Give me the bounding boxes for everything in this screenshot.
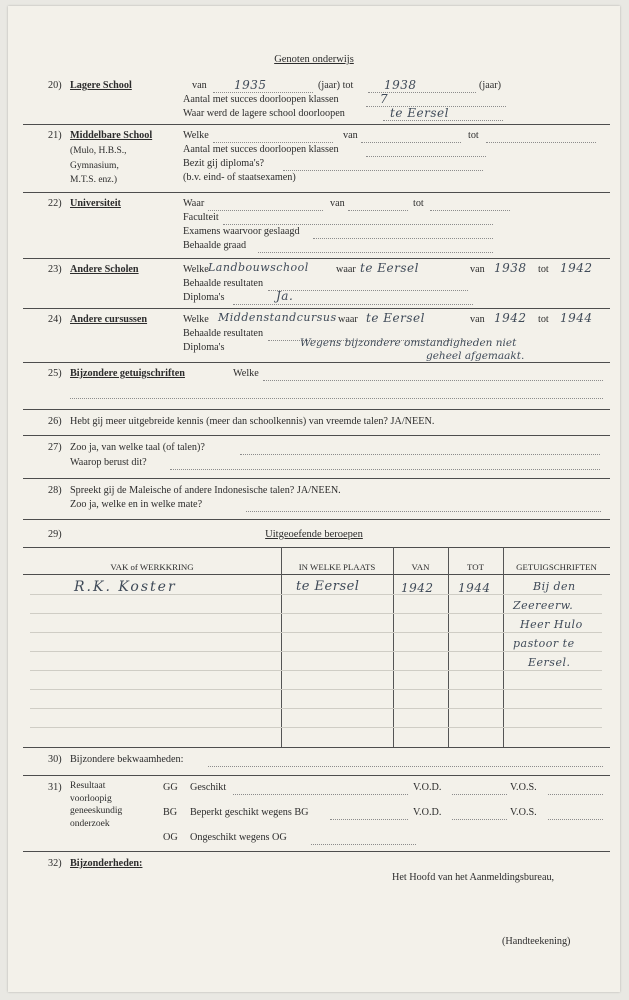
vod-label: V.O.D. — [413, 782, 442, 793]
field-label: Welke — [183, 130, 209, 141]
table-cell-plaats: te Eersel — [296, 579, 360, 594]
field-label: Bezit gij diploma's? — [183, 158, 265, 169]
code-og: OG — [163, 832, 178, 843]
table-cell-getuig: pastoor te — [513, 637, 575, 650]
field-label: Aantal met succes doorloopen klassen — [183, 94, 339, 105]
handwritten-value: Middenstandcursus — [218, 311, 337, 324]
section-number: 28) — [48, 485, 62, 496]
table-cell-getuig: Bij den — [533, 580, 576, 593]
field-label: van — [470, 314, 485, 325]
section-number: 27) — [48, 442, 62, 453]
handwritten-value: Wegens bijzondere omstandigheden niet — [300, 337, 517, 349]
table-header: GETUIGSCHRIFTEN — [516, 562, 597, 572]
field-label: (jaar) tot — [318, 80, 354, 91]
section-number: 29) — [48, 529, 62, 540]
table-cell-tot: 1944 — [458, 581, 491, 595]
vos-label: V.O.S. — [510, 807, 537, 818]
question-text: Spreekt gij de Maleische of andere Indonesische talen? JA/NEEN. — [70, 485, 341, 496]
field-label: Waar werd de lagere school doorloopen — [183, 108, 345, 119]
question-text: Zoo ja, van welke taal (of talen)? — [70, 442, 205, 453]
field-label: waar — [338, 314, 358, 325]
section-number: 23) — [48, 264, 62, 275]
section-sublabel: (Mulo, H.B.S., Gymnasium, M.T.S. enz.) — [70, 146, 127, 185]
field-label: tot — [538, 314, 549, 325]
section-number: 20) — [48, 80, 62, 91]
field-label: Waar — [183, 198, 205, 209]
table-ruled-line — [30, 651, 602, 652]
table-ruled-line — [30, 632, 602, 633]
section-label-middelbare-school: Middelbare School — [70, 130, 153, 141]
question-text: Waarop berust dit? — [70, 457, 147, 468]
section-heading: Genoten onderwijs — [274, 54, 354, 65]
table-header: TOT — [467, 562, 484, 572]
field-label: Behaalde resultaten — [183, 328, 264, 339]
result-text: Beperkt geschikt wegens BG — [190, 807, 309, 818]
field-label: (b.v. eind- of staatsexamen) — [183, 172, 296, 183]
field-label: Welke — [183, 314, 209, 325]
question-text: Zoo ja, welke en in welke mate? — [70, 499, 203, 510]
field-label: waar — [336, 264, 356, 275]
field-label: Aantal met succes doorloopen klassen — [183, 144, 339, 155]
table-cell-van: 1942 — [401, 581, 434, 595]
section-number: 21) — [48, 130, 62, 141]
section-label-lagere-school: Lagere School — [70, 80, 132, 91]
table-ruled-line — [30, 727, 602, 728]
vos-label: V.O.S. — [510, 782, 537, 793]
table-ruled-line — [30, 613, 602, 614]
section-number: 32) — [48, 858, 62, 869]
handwritten-value: 1938 — [494, 261, 527, 275]
field-label: tot — [413, 198, 424, 209]
table-ruled-line — [30, 670, 602, 671]
handwritten-value: te Eersel — [360, 261, 419, 275]
table-header: IN WELKE PLAATS — [298, 562, 376, 572]
vod-label: V.O.D. — [413, 807, 442, 818]
field-label: Behaalde resultaten — [183, 278, 264, 289]
section-number: 22) — [48, 198, 62, 209]
section-label-andere-scholen: Andere Scholen — [70, 264, 139, 275]
field-label: Welke — [233, 368, 259, 379]
table-ruled-line — [30, 708, 602, 709]
form-page — [8, 6, 620, 992]
result-text: Ongeschikt wegens OG — [190, 832, 287, 843]
code-gg: GG — [163, 782, 178, 793]
table-header: VAN — [411, 562, 430, 572]
handwritten-value: 1938 — [384, 78, 417, 92]
section-number: 24) — [48, 314, 62, 325]
section-number: 25) — [48, 368, 62, 379]
field-label: Behaalde graad — [183, 240, 247, 251]
section-label-andere-cursussen: Andere cursussen — [70, 314, 148, 325]
handwritten-value: 1944 — [560, 311, 593, 325]
handwritten-value: te Eersel — [390, 106, 449, 120]
code-bg: BG — [163, 807, 178, 818]
question-text: Hebt gij meer uitgebreide kennis (meer dan schoolkennis) van vreemde talen? JA/NEEN. — [70, 416, 435, 427]
table-cell-getuig: Heer Hulo — [520, 618, 583, 631]
handwritten-value: Ja. — [276, 289, 294, 303]
table-cell-vak: R.K. Koster — [74, 579, 177, 595]
table-cell-getuig: Zeereerw. — [513, 599, 574, 612]
field-label: Diploma's — [183, 292, 225, 303]
handwritten-value: 1942 — [494, 311, 527, 325]
section-label-bijzonderheden: Bijzonderheden: — [70, 858, 143, 869]
field-label: van — [192, 80, 207, 91]
handwritten-value: 7 — [380, 92, 389, 106]
handwritten-value: te Eersel — [366, 311, 425, 325]
section-number: 26) — [48, 416, 62, 427]
section-label-resultaat: Resultaat voorloopig geneeskundig onderzoek — [70, 781, 123, 829]
section-number: 30) — [48, 754, 62, 765]
handwritten-value: 1942 — [560, 261, 593, 275]
signature-caption: Het Hoofd van het Aanmeldingsbureau, — [392, 872, 555, 883]
table-header: VAK of WERKKRING — [110, 562, 194, 572]
field-label: tot — [468, 130, 479, 141]
table-title: Uitgeoefende beroepen — [265, 529, 363, 540]
handwritten-value: geheel afgemaakt. — [426, 350, 525, 362]
field-label: Faculteit — [183, 212, 219, 223]
field-label: Diploma's — [183, 342, 225, 353]
handwritten-value: 1935 — [234, 78, 267, 92]
section-label-getuigschriften: Bijzondere getuigschriften — [70, 368, 185, 379]
table-cell-getuig: Eersel. — [528, 656, 571, 669]
section-label-universiteit: Universiteit — [70, 198, 121, 209]
signature-label: (Handteekening) — [502, 936, 571, 947]
field-label: tot — [538, 264, 549, 275]
table-ruled-line — [30, 689, 602, 690]
handwritten-value: Landbouwschool — [208, 261, 309, 274]
field-label: van — [470, 264, 485, 275]
section-label-bekwaamheden: Bijzondere bekwaamheden: — [70, 754, 184, 765]
field-label: (jaar) — [479, 80, 502, 91]
field-label: van — [343, 130, 358, 141]
field-label: van — [330, 198, 345, 209]
field-label: Examens waarvoor geslaagd — [183, 226, 300, 237]
result-text: Geschikt — [190, 782, 227, 793]
field-label: Welke — [183, 264, 209, 275]
section-number: 31) — [48, 782, 62, 793]
